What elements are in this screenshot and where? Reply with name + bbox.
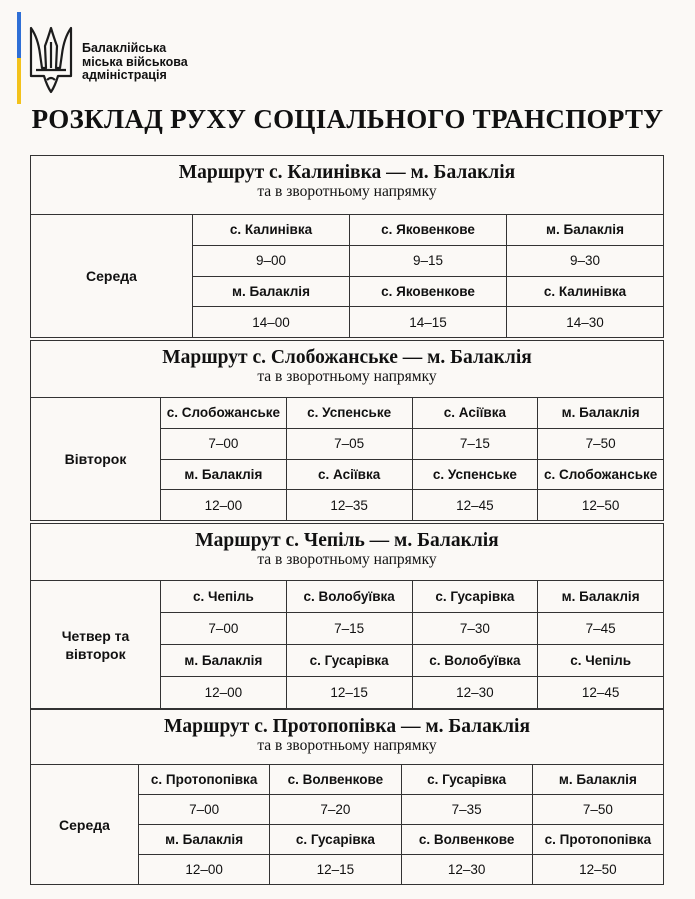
forward-stops-row	[193, 215, 663, 246]
route-header	[31, 341, 663, 398]
route-title: Маршрут с. Протопопівка — м. Балаклія	[163, 716, 531, 737]
time-cell: 12–15	[287, 677, 413, 708]
forward-times-row	[161, 429, 663, 460]
route-header	[31, 156, 663, 215]
forward-times-row	[139, 795, 663, 825]
stop-cell: м. Балаклія	[546, 222, 624, 238]
schedule-grid	[193, 215, 663, 337]
stop-cell: с. Гусарівка	[402, 765, 533, 794]
time-cell: 7–50	[582, 802, 613, 817]
time-cell: 7–05	[287, 429, 413, 459]
route-block-protopopivka	[30, 709, 664, 885]
stop-cell: м. Балаклія	[561, 405, 640, 421]
time-cell: 12–00	[139, 855, 270, 884]
route-day	[31, 398, 161, 520]
stop-cell: с. Волвенкове	[402, 825, 533, 854]
route-day	[31, 215, 193, 337]
time-cell: 12–50	[581, 497, 620, 513]
return-times-row	[161, 677, 663, 708]
route-subtitle: та в зворотньому напрямку	[257, 183, 437, 200]
stop-cell: с. Гусарівка	[270, 825, 401, 854]
route-header	[31, 524, 663, 581]
stop-cell: с. Слобожанське	[543, 466, 658, 482]
route-header	[31, 710, 663, 765]
time-cell: 14–00	[193, 307, 350, 337]
forward-stops-row	[161, 398, 663, 429]
time-cell: 7–15	[287, 613, 413, 644]
route-day-label: Середа	[86, 268, 137, 284]
time-cell: 14–15	[350, 307, 507, 337]
stop-cell: с. Волвенкове	[270, 765, 401, 794]
return-stops-row	[161, 460, 663, 491]
stop-cell: с. Чепіль	[570, 653, 632, 668]
route-day-label: Вівторок	[64, 451, 127, 467]
organization-name	[82, 42, 188, 83]
route-day-label: Середа	[59, 816, 110, 833]
time-cell: 12–45	[413, 490, 539, 520]
time-cell: 9–00	[193, 246, 350, 276]
route-block-kalynivka	[30, 155, 664, 338]
return-times-row	[193, 307, 663, 337]
route-block-slobozhanske	[30, 340, 664, 521]
stop-cell: с. Асіївка	[413, 398, 539, 428]
time-cell: 7–45	[585, 621, 616, 636]
stop-cell: с. Слобожанське	[161, 398, 287, 428]
time-cell: 7–00	[161, 429, 287, 459]
org-line-1: Балаклійська	[82, 41, 167, 55]
time-cell: 12–15	[270, 855, 401, 884]
route-title: Маршрут с. Слобожанське — м. Балаклія	[162, 347, 532, 368]
time-cell: 9–15	[350, 246, 507, 276]
stop-cell: м. Балаклія	[561, 589, 640, 604]
route-subtitle: та в зворотньому напрямку	[257, 368, 437, 385]
page-title: РОЗКЛАД РУХУ СОЦІАЛЬНОГО ТРАНСПОРТУ	[31, 104, 664, 134]
stop-cell: с. Асіївка	[287, 460, 413, 490]
trident-icon	[28, 24, 74, 96]
stop-cell: м. Балаклія	[161, 645, 287, 676]
stop-cell: с. Гусарівка	[287, 645, 413, 676]
return-stops-row	[139, 825, 663, 855]
time-cell: 7–00	[139, 795, 270, 824]
stop-cell: м. Балаклія	[193, 277, 350, 307]
ukraine-flag-stripe	[17, 12, 21, 104]
forward-stops-row	[161, 581, 663, 613]
time-cell: 14–30	[566, 314, 604, 330]
forward-times-row	[193, 246, 663, 277]
time-cell: 7–00	[161, 613, 287, 644]
route-block-chepil	[30, 523, 664, 709]
stop-cell: м. Балаклія	[161, 460, 287, 490]
forward-stops-row	[139, 765, 663, 795]
stop-cell: с. Волобуївка	[287, 581, 413, 612]
time-cell: 9–30	[569, 253, 601, 269]
schedule-grid	[139, 765, 663, 884]
stop-cell: м. Балаклія	[558, 772, 637, 787]
return-stops-row	[161, 645, 663, 677]
schedule-grid	[161, 398, 663, 520]
stop-cell: с. Успенське	[413, 460, 539, 490]
stop-cell: с. Гусарівка	[413, 581, 539, 612]
stop-cell: с. Успенське	[287, 398, 413, 428]
forward-times-row	[161, 613, 663, 645]
time-cell: 12–30	[402, 855, 533, 884]
route-day-label-line2: вівторок	[65, 645, 126, 662]
org-line-3: адміністрація	[82, 68, 167, 82]
route-title: Маршрут с. Чепіль — м. Балаклія	[195, 530, 499, 551]
time-cell: 7–35	[402, 795, 533, 824]
time-cell: 7–50	[585, 436, 616, 452]
org-line-2: міська військова	[82, 54, 188, 69]
route-title: Маршрут с. Калинівка — м. Балаклія	[178, 162, 516, 183]
route-subtitle: та в зворотньому напрямку	[257, 551, 437, 568]
stop-cell: с. Волобуївка	[413, 645, 539, 676]
stop-cell: с. Калинівка	[543, 283, 627, 299]
stop-cell: с. Калинівка	[193, 215, 350, 245]
stop-cell: с. Протопопівка	[139, 765, 270, 794]
time-cell: 12–00	[161, 490, 287, 520]
stop-cell: с. Протопопівка	[544, 832, 652, 847]
time-cell: 12–45	[581, 685, 620, 700]
return-times-row	[139, 855, 663, 884]
route-day	[31, 581, 161, 708]
time-cell: 12–30	[413, 677, 539, 708]
stop-cell: с. Чепіль	[161, 581, 287, 612]
time-cell: 12–00	[161, 677, 287, 708]
schedule-grid	[161, 581, 663, 708]
route-subtitle: та в зворотньому напрямку	[257, 737, 437, 754]
time-cell: 7–20	[270, 795, 401, 824]
stop-cell: м. Балаклія	[139, 825, 270, 854]
return-stops-row	[193, 277, 663, 308]
time-cell: 12–50	[579, 862, 617, 877]
time-cell: 12–35	[287, 490, 413, 520]
return-times-row	[161, 490, 663, 520]
route-day	[31, 765, 139, 884]
stop-cell: с. Яковенкове	[350, 215, 507, 245]
time-cell: 7–15	[413, 429, 539, 459]
time-cell: 7–30	[413, 613, 539, 644]
route-day-label-line1: Четвер та	[61, 627, 130, 644]
stop-cell: с. Яковенкове	[350, 277, 507, 307]
